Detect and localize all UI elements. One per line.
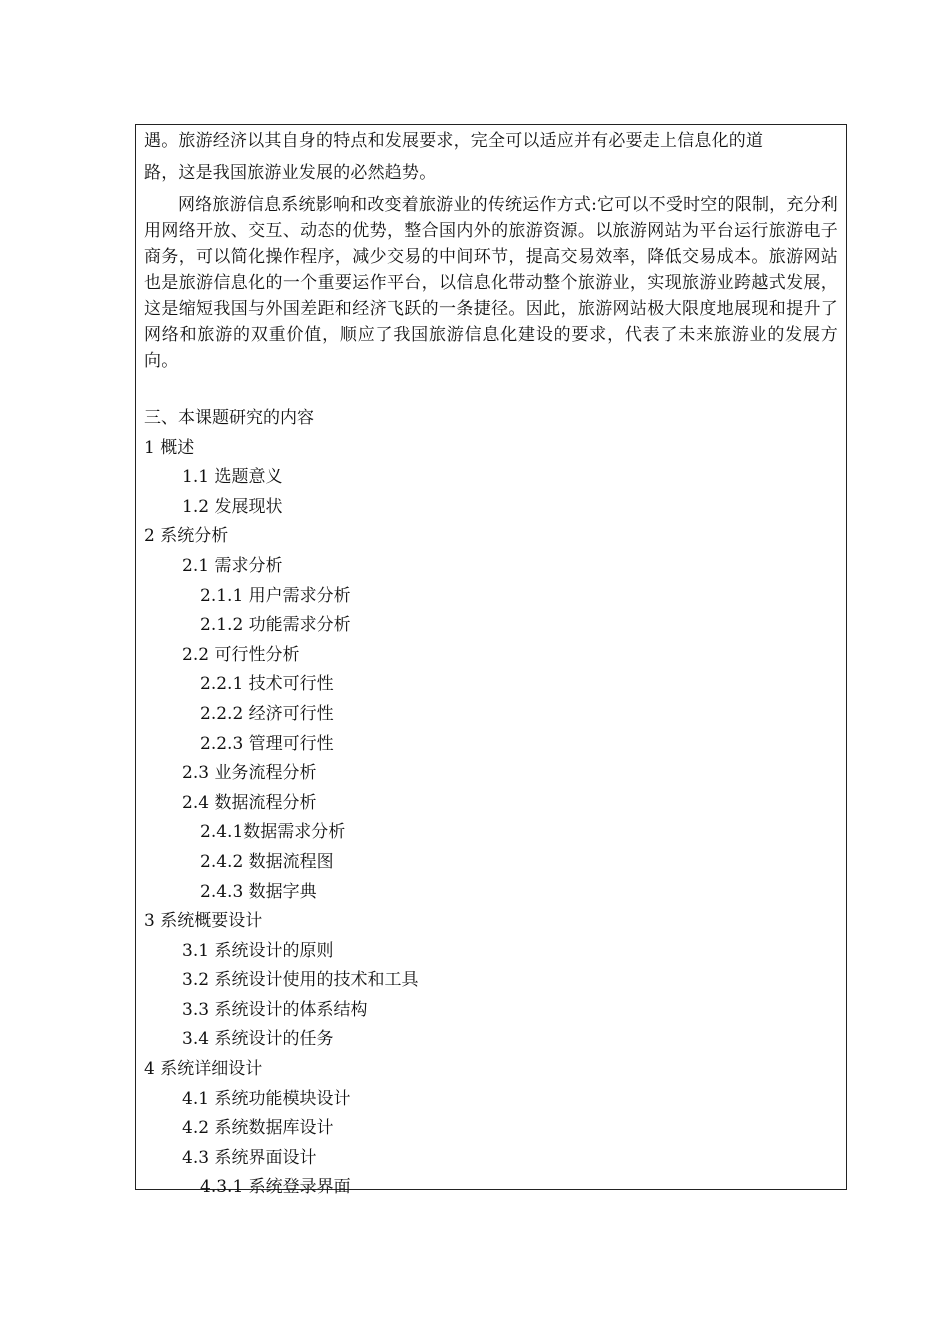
- toc-item: 4.3 系统界面设计: [182, 1147, 317, 1168]
- toc-item: 2.4 数据流程分析: [182, 792, 317, 813]
- toc-item: 4.1 系统功能模块设计: [182, 1088, 351, 1109]
- toc-item: 2.2.1 技术可行性: [200, 674, 334, 695]
- toc-item: 4 系统详细设计: [144, 1059, 263, 1080]
- paragraph-intro-continuation: [144, 125, 838, 186]
- toc-item: 2.3 业务流程分析: [182, 763, 317, 784]
- toc-item: 2.1.1 用户需求分析: [200, 585, 351, 606]
- document-content: [144, 125, 838, 1203]
- toc-item: 2.1.2 功能需求分析: [200, 615, 351, 636]
- toc-item: 2.2.2 经济可行性: [200, 703, 334, 724]
- toc-item: 3.3 系统设计的体系结构: [182, 999, 368, 1020]
- toc-item: 2.4.1数据需求分析: [200, 822, 346, 843]
- toc-item: 4.3.1 系统登录界面: [200, 1177, 351, 1198]
- toc-item: 2.2 可行性分析: [182, 644, 300, 665]
- toc-item: 3.1 系统设计的原则: [182, 940, 334, 961]
- table-of-contents: [144, 434, 838, 1203]
- toc-item: 3.2 系统设计使用的技术和工具: [182, 970, 419, 991]
- blank-line: [144, 374, 838, 404]
- paragraph-network-tourism: 网络旅游信息系统影响和改变着旅游业的传统运作方式:它可以不受时空的限制，充分利用网络开放、交互、动态的优势，整合国内外的旅游资源。以旅游网站为平台运行旅游电子商务，可以简化操作程序，减少交易的中间环节，提高交易效率，降低交易成本。旅游网站也是旅游信息化的一个重要运作平台，以信息化带动整个旅游业，实现旅游业跨越式发展，这是缩短我国与外国差距和经济飞跃的一条捷径。因此，旅游网站极大限度地展现和提升了网络和旅游的双重价值，顺应了我国旅游信息化建设的要求，代表了未来旅游业的发展方向。: [144, 195, 838, 371]
- toc-item: 1.1 选题意义: [182, 467, 283, 488]
- toc-item: 2.2.3 管理可行性: [200, 733, 334, 754]
- toc-item: 4.2 系统数据库设计: [182, 1118, 334, 1139]
- toc-item: 3 系统概要设计: [144, 911, 263, 932]
- toc-item: 2.4.2 数据流程图: [200, 851, 334, 872]
- paragraph-line: 遇。旅游经济以其自身的特点和发展要求，完全可以适应并有必要走上信息化的道: [144, 131, 764, 151]
- toc-item: 3.4 系统设计的任务: [182, 1029, 334, 1050]
- document-frame: [135, 124, 847, 1198]
- paragraph-line: 路，这是我国旅游业发展的必然趋势。: [144, 163, 437, 183]
- toc-item: 2.4.3 数据字典: [200, 881, 317, 902]
- section-heading: 三、本课题研究的内容: [144, 408, 314, 428]
- toc-item: 2.1 需求分析: [182, 555, 283, 576]
- toc-item: 1 概述: [144, 437, 195, 458]
- toc-item: 2 系统分析: [144, 526, 229, 547]
- toc-item: 1.2 发展现状: [182, 496, 283, 517]
